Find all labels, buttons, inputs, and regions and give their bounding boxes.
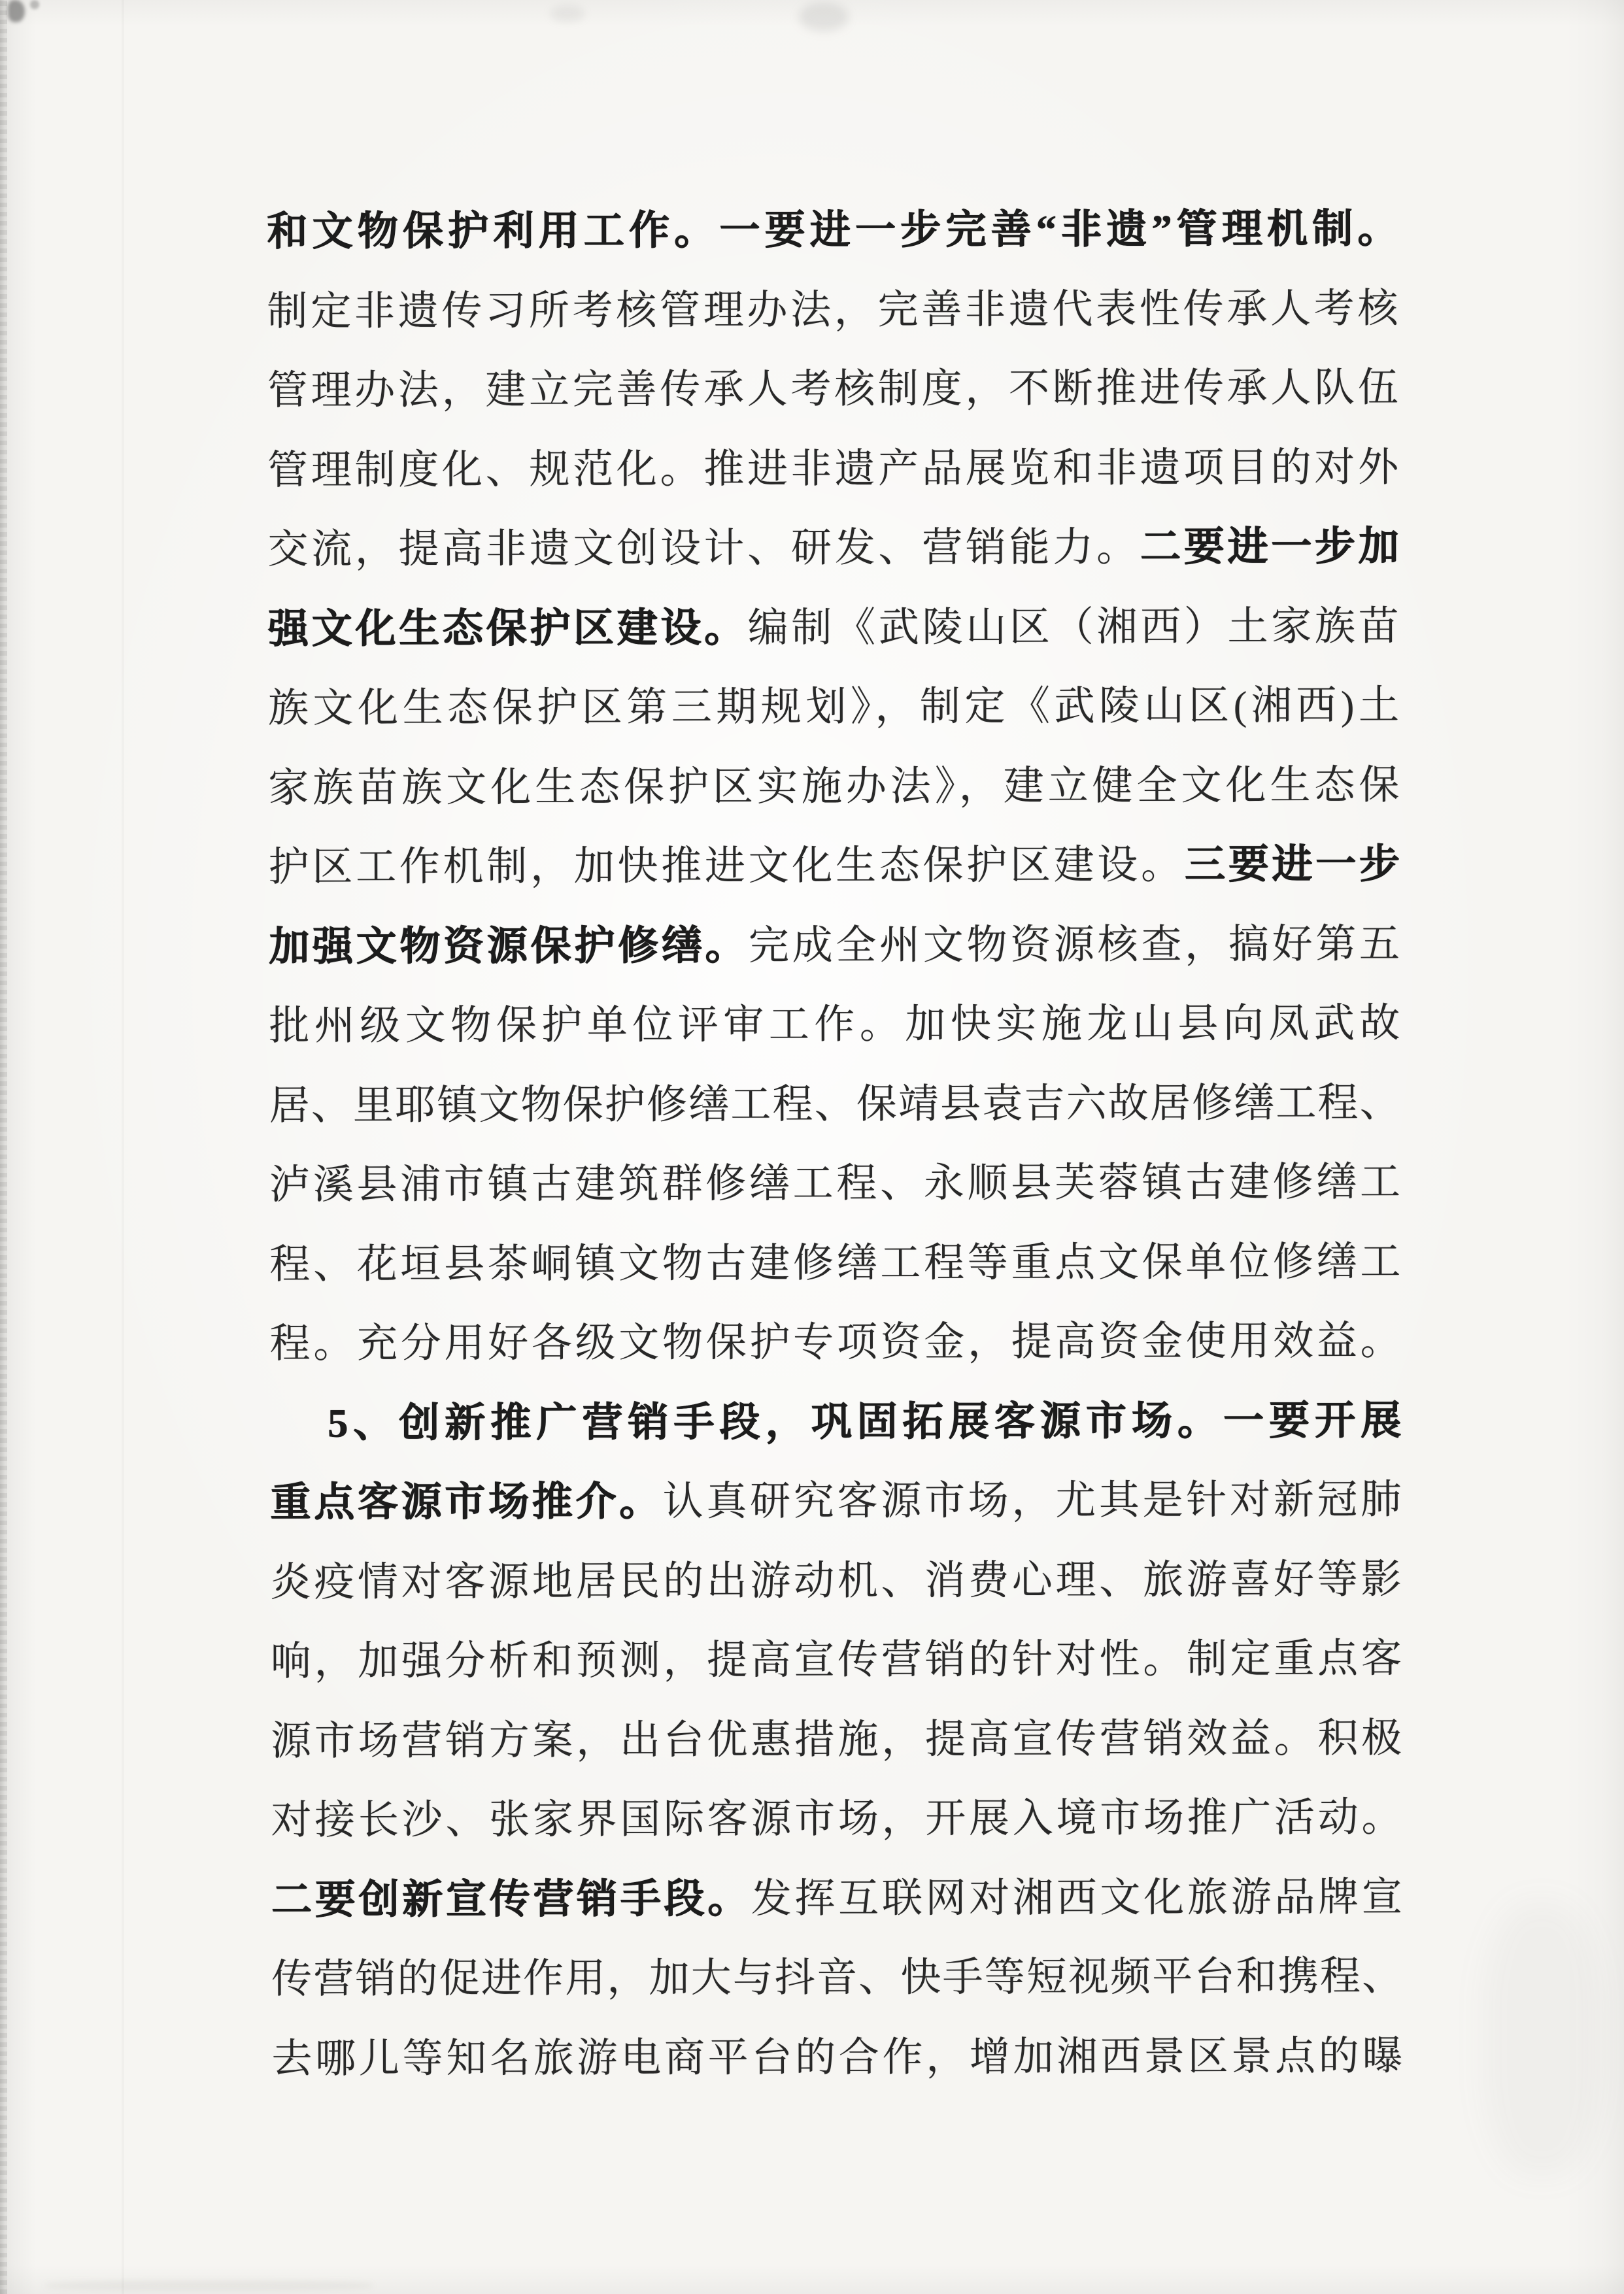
text-line [270,1460,1401,1543]
text-segment: 护区工作机制，加快推进文化生态保护区建设。 [268,843,1185,890]
text-line [267,190,1398,272]
text-line [267,269,1398,352]
text-segment: 发挥互联网对湘西文化旅游品牌宣 [751,1874,1402,1921]
text-line [268,666,1399,749]
bold-text-segment: 和文物保护利用工作。一要进一步完善“非遗”管理机制。 [267,207,1398,254]
bold-text-segment: 二要创新宣传营销手段。 [271,1876,751,1923]
text-line [270,1540,1401,1623]
text-line [268,587,1399,669]
text-line [268,746,1399,828]
bold-text-segment: 二要进一步加 [1140,524,1399,570]
bold-text-segment: 5、创新推广营销手段，巩固拓展客源市场。一要开展 [327,1398,1402,1446]
text-line [269,825,1400,907]
text-line [269,1064,1400,1146]
text-segment: 去哪儿等知名旅游电商平台的合作，增加湘西景区景点的曝 [271,2033,1403,2082]
text-segment: 泸溪县浦市镇古建筑群修缮工程、永顺县芙蓉镇古建修缮工 [269,1160,1401,1207]
text-line [269,1302,1400,1384]
text-segment: 完成全州文物资源核查，搞好第五 [748,921,1400,968]
text-line [269,1223,1400,1305]
text-line [267,348,1398,431]
scan-smudge-artifact [30,0,39,9]
scan-smudge-artifact [550,5,584,22]
scan-shading-artifact [1483,1902,1600,2176]
text-line [270,1381,1401,1464]
text-segment: 响，加强分析和预测，提高宣传营销的针对性。制定重点客 [270,1636,1402,1684]
text-segment: 管理办法，建立完善传承人考核制度，不断推进传承人队伍 [267,365,1398,413]
scan-shading-artifact [46,2281,373,2290]
scan-smudge-artifact [8,0,25,22]
text-segment: 程、花垣县茶峒镇文物古建修缮工程等重点文保单位修缮工 [269,1239,1401,1287]
text-line [269,1143,1400,1225]
text-line [271,1937,1402,2019]
text-segment: 编制《武陵山区（湘西）土家族苗 [747,603,1399,650]
text-segment: 制定非遗传习所考核管理办法，完善非遗代表性传承人考核 [267,286,1398,334]
text-line [271,2017,1402,2099]
scan-smudge-artifact [799,3,849,31]
text-line [271,1699,1402,1781]
bold-text-segment: 重点客源市场推介。 [270,1479,663,1525]
text-line [271,1778,1402,1861]
bold-text-segment: 三要进一步 [1184,842,1400,888]
text-segment: 管理制度化、规范化。推进非遗产品展览和非遗项目的对外 [267,445,1399,493]
text-segment: 程。充分用好各级文物保护专项资金，提高资金使用效益。 [269,1319,1401,1366]
text-segment: 交流，提高非遗文创设计、研发、营销能力。 [267,525,1140,572]
text-segment: 家族苗族文化生态保护区实施办法》，建立健全文化生态保 [268,762,1400,811]
text-line [271,1619,1402,1702]
text-segment: 族文化生态保护区第三期规划》，制定《武陵山区(湘西)土 [267,683,1400,731]
text-line [269,905,1400,987]
text-segment: 炎疫情对客源地居民的出游动机、消费心理、旅游喜好等影 [270,1557,1402,1605]
text-line [269,984,1400,1066]
text-line [267,507,1398,590]
text-block [267,190,1403,2099]
text-segment: 传营销的促进作用，加大与抖音、快手等短视频平台和携程、 [271,1954,1403,2002]
scan-left-edge-artifact [0,0,7,2294]
bold-text-segment: 加强文物资源保护修缮。 [268,923,749,970]
text-segment: 居、里耶镇文物保护修缮工程、保靖县袁吉六故居修缮工程、 [269,1080,1400,1128]
bold-text-segment: 强文化生态保护区建设。 [267,605,748,652]
scan-fold-streak [122,0,124,2294]
text-segment: 认真研究客源市场，尤其是针对新冠肺 [662,1477,1402,1525]
text-line [271,1858,1402,1940]
text-segment: 批州级文物保护单位评审工作。加快实施龙山县向凤武故 [269,1001,1400,1049]
text-segment: 对接长沙、张家界国际客源市场，开展入境市场推广活动。 [271,1795,1402,1843]
text-segment: 源市场营销方案，出台优惠措施，提高宣传营销效益。积极 [271,1715,1402,1764]
text-line [267,428,1398,511]
